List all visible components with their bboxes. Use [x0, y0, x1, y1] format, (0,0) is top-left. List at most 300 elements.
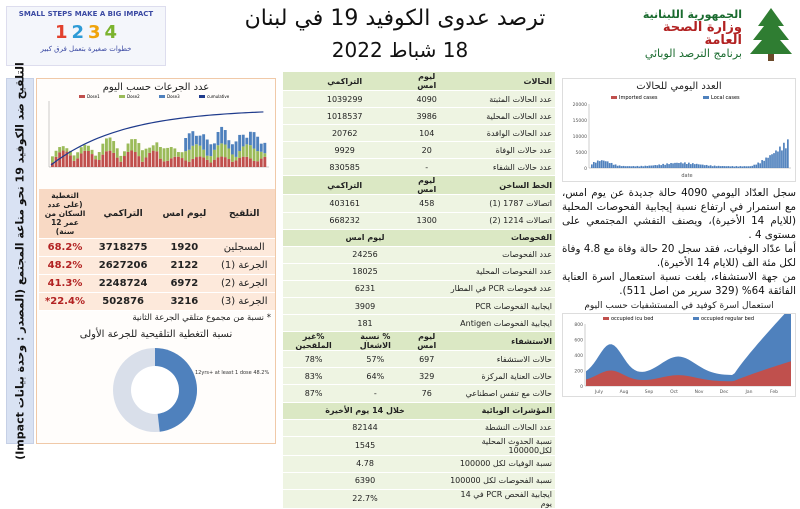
dose-bar: [213, 150, 216, 160]
vacc-cumulative: 2627206: [91, 257, 155, 275]
dose-bar: [62, 146, 65, 150]
dose-bar: [159, 159, 162, 167]
dose-bar: [209, 144, 212, 156]
daily-bar: [639, 167, 641, 168]
daily-bar: [698, 164, 700, 168]
dose-bar: [73, 161, 76, 167]
ministry-line: برنامج الترصد الوبائي: [644, 47, 742, 60]
dose-bar: [91, 154, 94, 167]
legend-swatch-imported: [611, 96, 617, 99]
table-row: [283, 368, 555, 385]
dose-bar: [181, 152, 184, 158]
vacc-cumulative: 502876: [91, 293, 155, 311]
beds-chart-box: [562, 313, 796, 397]
dose-bar: [177, 152, 180, 157]
pie-data-label: 12yrs+ at least 1 dose 48.2%: [195, 370, 270, 376]
col-header: ليوم امس: [406, 176, 447, 195]
table-row: [283, 489, 555, 508]
daily-bar: [787, 139, 789, 168]
cell-yesterday: 697: [406, 351, 447, 368]
dose-bar: [173, 157, 176, 167]
dose-bar: [94, 156, 97, 160]
dose-bar: [224, 157, 227, 167]
daily-bar: [605, 161, 607, 168]
daily-bar: [694, 164, 696, 168]
dose-bar: [141, 150, 144, 162]
campaign-logo: [6, 6, 166, 66]
y-tick-label: 400: [574, 354, 583, 359]
x-tick-label: Oct: [670, 390, 678, 395]
dose-bar: [245, 157, 248, 167]
x-tick-label: July: [594, 390, 604, 395]
dose-bar: [173, 148, 176, 156]
vacc-label: الجرعة (3): [213, 293, 275, 311]
table-row: [39, 239, 275, 257]
vaccination-panel: [36, 78, 276, 444]
dose-bar: [260, 144, 263, 152]
dose-bar: [202, 158, 205, 167]
y-tick-label: 0: [584, 167, 587, 172]
row-label: عدد الفحوصات: [447, 246, 555, 263]
dose-bar: [127, 152, 130, 167]
dose-bar: [231, 154, 234, 161]
campaign-numbers: [7, 22, 165, 43]
daily-bar: [781, 150, 783, 168]
legend-swatch-cumulative: [199, 95, 205, 98]
cell-cumulative: 668232: [283, 212, 406, 229]
dose-bar: [188, 150, 191, 162]
daily-bar: [724, 166, 726, 168]
daily-bar: [599, 161, 601, 168]
daily-bar: [678, 163, 680, 168]
summary-panel: [562, 78, 796, 397]
section-label: الفحوصات: [447, 229, 555, 246]
daily-bar: [688, 163, 690, 168]
dose-bar: [263, 143, 266, 153]
dose-bar: [195, 136, 198, 144]
table-row: [283, 159, 555, 176]
daily-bar: [706, 165, 708, 168]
row-label: نسبة الفحوصات لكل 100000: [447, 472, 555, 489]
dose-bar: [213, 160, 216, 167]
daily-bar: [680, 162, 682, 168]
cell-value: 6390: [283, 472, 447, 489]
row-label: عدد الحالات الوافدة: [447, 125, 555, 142]
row-label: عدد الحالات المحلية: [447, 108, 555, 125]
daily-bar: [696, 164, 698, 168]
dose-bar: [206, 140, 209, 156]
dose-bar: [152, 151, 155, 167]
dose-bar: [238, 151, 241, 158]
dose-bar: [242, 157, 245, 167]
section-label: المؤشرات الوبائية: [447, 402, 555, 419]
daily-bar: [702, 165, 704, 168]
cell-value: 24256: [283, 246, 447, 263]
daily-bar: [722, 166, 724, 168]
daily-bar: [747, 166, 749, 168]
table-row: [283, 91, 555, 108]
legend-label: Dose1: [87, 94, 100, 99]
dose-bar: [191, 131, 194, 146]
summary-paragraph-hospital: من جهة الاستشفاء، بلغت نسبة استعمال اسرة العناية الفائقة 64% (329 سرير من اصل 511).: [562, 271, 796, 297]
daily-bar: [767, 158, 769, 168]
dose-bar: [55, 151, 58, 157]
dose-bar: [227, 148, 230, 159]
section-label: الاستشفاء: [447, 332, 555, 351]
daily-bar: [749, 166, 751, 168]
legend-label: Dose2: [127, 94, 140, 99]
daily-bar: [629, 166, 631, 168]
legend-label: occupied regular bed: [701, 316, 755, 322]
daily-bar: [637, 166, 639, 168]
dose-bar: [170, 158, 173, 167]
dose-bar: [94, 159, 97, 167]
dose-bar: [76, 152, 79, 158]
table-row: [283, 298, 555, 315]
dose-bar: [220, 157, 223, 167]
cell-unvaccinated: 78%: [283, 351, 344, 368]
dose-bar: [155, 151, 158, 167]
dose-bar: [119, 162, 122, 167]
daily-bar: [726, 166, 728, 168]
daily-bar: [644, 166, 646, 168]
table-row: [283, 280, 555, 297]
daily-bar: [684, 162, 686, 168]
doses-chart: [39, 93, 275, 183]
col-header: ليوم امس: [283, 229, 447, 246]
cell-value: 6231: [283, 280, 447, 297]
daily-bar: [773, 153, 775, 168]
vacc-coverage: 22.4%*: [39, 293, 91, 311]
x-axis-label: date: [681, 173, 693, 179]
daily-bar: [648, 166, 650, 168]
x-tick-label: Jan: [745, 390, 753, 395]
cell-value: 82144: [283, 419, 447, 436]
vacc-header: التلقيح: [213, 189, 275, 239]
cell-yesterday: 1300: [406, 212, 447, 229]
daily-bar: [650, 166, 652, 168]
legend-label: Imported cases: [619, 95, 658, 101]
dose-bar: [242, 135, 245, 147]
daily-bar: [743, 166, 745, 168]
daily-bar: [712, 166, 714, 168]
dose-bar: [199, 157, 202, 167]
daily-bar: [704, 165, 706, 168]
table-row: [283, 315, 555, 332]
doses-chart-title: عدد الجرعات حسب اليوم: [102, 82, 210, 93]
cell-yesterday: 20: [406, 142, 447, 159]
daily-bar: [670, 163, 672, 168]
vacc-coverage: 48.2%: [39, 257, 91, 275]
legend-swatch-regular: [693, 317, 699, 320]
daily-bar: [718, 166, 720, 168]
cell-cumulative: 9929: [283, 142, 406, 159]
vacc-header: التغطية (على عدد السكان من عمر 12 سنة): [39, 189, 91, 239]
legend-swatch-icu: [603, 317, 609, 320]
cell-yesterday: -: [406, 159, 447, 176]
row-label: نسبة الوفيات لكل 100000: [447, 455, 555, 472]
table-row: [283, 125, 555, 142]
dose-bar: [69, 155, 72, 167]
dose-bar: [188, 162, 191, 167]
table-section-header: [283, 176, 555, 195]
dose-bar: [83, 145, 86, 151]
daily-bar: [741, 166, 743, 168]
dose-bar: [199, 146, 202, 157]
daily-bar: [732, 166, 734, 168]
col-header: خلال 14 يوم الأخيرة: [283, 402, 447, 419]
dose-bar: [141, 162, 144, 167]
legend-label: Local cases: [711, 95, 740, 101]
dose-bar: [227, 140, 230, 148]
daily-bar: [613, 165, 615, 168]
daily-bar: [720, 166, 722, 168]
dose-bar: [91, 150, 94, 154]
cell-occupancy: 57%: [344, 351, 406, 368]
dose-bar: [238, 158, 241, 167]
x-tick-label: Feb: [770, 390, 778, 395]
dose-bar: [224, 145, 227, 158]
daily-bar: [783, 143, 785, 168]
summary-paragraph-deaths: أما عدّاد الوفيات، فقد سجل 20 حالة وفاة مع 4.8 وفاة لكل مئة الف (للايام 14 الأخيرة).: [562, 243, 796, 269]
row-label: عدد الحالات النشطة: [447, 419, 555, 436]
cedar-logo-icon: [748, 6, 794, 62]
dose-bar: [119, 156, 122, 162]
campaign-subtitle: خطوات صغيرة بتعمل فرق كبير: [40, 45, 132, 53]
dose-bar: [263, 157, 266, 167]
daily-bar: [633, 166, 635, 168]
y-tick-label: 800: [574, 323, 583, 328]
table-row: [39, 257, 275, 275]
row-label: حالات الاستشفاء: [447, 351, 555, 368]
dose-bar: [249, 145, 252, 158]
cell-occupancy: -: [344, 385, 406, 402]
dose-bar: [166, 148, 169, 161]
daily-bar: [682, 163, 684, 168]
daily-bar: [664, 165, 666, 168]
dose-bar: [109, 137, 112, 150]
daily-bar: [631, 166, 633, 168]
dose-bar: [51, 156, 54, 162]
dose-bar: [253, 132, 256, 148]
dose-bar: [220, 127, 223, 143]
row-label: ايجابية الفحص PCR في 14 يوم: [447, 489, 555, 508]
vacc-yesterday: 3216: [155, 293, 213, 311]
x-tick-label: Dec: [719, 390, 729, 395]
dose-bar: [202, 150, 205, 158]
dose-bar: [245, 138, 248, 145]
table-section-header: [283, 229, 555, 246]
daily-bar: [658, 164, 660, 168]
daily-bar: [745, 166, 747, 168]
row-label: ايجابية الفحوصات Antigen: [447, 315, 555, 332]
row-label: عدد حالات الشفاء: [447, 159, 555, 176]
daily-cases-chart: [563, 92, 795, 180]
daily-bar: [708, 166, 710, 168]
section-label: الخط الساخن: [447, 176, 555, 195]
legend-label: occupied icu bed: [611, 316, 654, 322]
vacc-cumulative: 3718275: [91, 239, 155, 257]
x-tick-label: Nov: [694, 390, 704, 395]
daily-bar: [710, 165, 712, 168]
cell-value: 22.7%: [283, 489, 447, 508]
cell-unvaccinated: 83%: [283, 368, 344, 385]
dose-bar: [112, 153, 115, 167]
daily-bar: [761, 160, 763, 168]
cell-yesterday: 76: [406, 385, 447, 402]
daily-bar: [753, 165, 755, 168]
dose-bar: [238, 135, 241, 151]
dose-bar: [145, 149, 148, 158]
dose-bar: [87, 146, 90, 151]
daily-bar: [660, 165, 662, 168]
dose-bar: [166, 161, 169, 167]
daily-bar: [625, 166, 627, 168]
dose-bar: [159, 147, 162, 159]
daily-bar: [593, 162, 595, 168]
daily-bar: [763, 161, 765, 168]
row-label: ايجابية الفحوصات PCR: [447, 298, 555, 315]
col-header: ليوم امس: [406, 332, 447, 351]
dose-bar: [184, 161, 187, 167]
daily-bar: [777, 152, 779, 168]
daily-bar: [619, 165, 621, 168]
dose-bar: [256, 151, 259, 161]
dose-bar: [213, 143, 216, 149]
dose-bar: [127, 144, 130, 152]
cell-cumulative: 830585: [283, 159, 406, 176]
row-label: عدد فحوصات PCR في المطار: [447, 280, 555, 297]
cell-yesterday: 4090: [406, 91, 447, 108]
dose-bar: [191, 159, 194, 167]
daily-bar: [692, 163, 694, 168]
vaccination-side-banner: [6, 62, 34, 460]
dose-bar: [209, 163, 212, 167]
row-label: اتصالات 1787 (1): [447, 195, 555, 212]
coverage-chart-title: نسبة التغطية التلقيحية للجرعة الأولى: [79, 329, 233, 340]
daily-bar: [674, 163, 676, 168]
dose-bar: [263, 153, 266, 157]
statistics-table-panel: [283, 72, 555, 508]
dose-bar: [152, 145, 155, 150]
table-row: [283, 246, 555, 263]
daily-bar: [662, 164, 664, 168]
vacc-header: ليوم امس: [155, 189, 213, 239]
dose-bar: [256, 137, 259, 151]
cell-yesterday: 329: [406, 368, 447, 385]
campaign-number: 4: [104, 22, 118, 43]
table-section-header: [283, 402, 555, 419]
dose-bar: [62, 151, 65, 167]
cell-unvaccinated: 87%: [283, 385, 344, 402]
table-row: [283, 455, 555, 472]
col-header: %غير الملقحين: [283, 332, 344, 351]
table-row: [283, 472, 555, 489]
dose-bar: [181, 158, 184, 167]
daily-bar: [666, 163, 668, 168]
vacc-yesterday: 2122: [155, 257, 213, 275]
daily-bar: [676, 163, 678, 168]
dose-bar: [227, 159, 230, 167]
section-label: الحالات: [447, 72, 555, 91]
daily-bar: [668, 164, 670, 168]
dose-bar: [199, 136, 202, 146]
dose-bar: [130, 151, 133, 167]
dose-bar: [98, 160, 101, 167]
dose-bar: [206, 160, 209, 167]
dose-bar: [101, 155, 104, 167]
daily-bar: [765, 158, 767, 168]
daily-bar: [642, 166, 644, 168]
vacc-label: الجرعة (2): [213, 275, 275, 293]
dose-bar: [231, 162, 234, 167]
table-row: [283, 263, 555, 280]
dose-bar: [235, 157, 238, 161]
daily-bar: [700, 165, 702, 168]
col-header: ليوم امس: [406, 72, 447, 91]
daily-bar: [595, 163, 597, 168]
y-tick-label: 20000: [572, 103, 587, 108]
dose-bar: [235, 141, 238, 157]
dose-bar: [109, 151, 112, 167]
dose-bar: [112, 141, 115, 153]
dose-bar: [253, 161, 256, 167]
y-tick-label: 600: [574, 338, 583, 344]
daily-bar: [755, 165, 757, 168]
page-title: ترصد عدوى الكوفيد 19 في لبنان: [244, 6, 546, 31]
col-header: التراكمي: [283, 176, 406, 195]
table-row: [39, 275, 275, 293]
dose-bar: [163, 148, 166, 161]
page-date: 18 شباط 2022: [331, 38, 469, 62]
row-label: نسبة الحدوث المحلية لكل100000: [447, 436, 555, 455]
dose-bar: [116, 148, 119, 157]
table-row: [283, 419, 555, 436]
daily-bar: [775, 150, 777, 168]
dose-bar: [80, 153, 83, 167]
dose-bar: [163, 161, 166, 167]
daily-bar: [728, 166, 730, 168]
vaccination-banner-text: التلقيح ضد الكوفيد 19 نحو مناعة المجتمع (المصدر : وحدة بيانات Impact): [13, 62, 27, 460]
dose-bar: [202, 134, 205, 149]
cell-cumulative: 403161: [283, 195, 406, 212]
dose-bar: [134, 152, 137, 167]
dose-bar: [123, 156, 126, 167]
dose-bar: [256, 161, 259, 167]
x-tick-label: Aug: [619, 390, 629, 395]
table-row: [283, 351, 555, 368]
daily-bar: [615, 164, 617, 168]
vacc-label: الجرعة (1): [213, 257, 275, 275]
daily-cases-chart-box: [562, 78, 796, 182]
dose-bar: [137, 143, 140, 156]
dose-bar: [83, 151, 86, 167]
vaccination-table: [39, 189, 275, 311]
dose-bar: [260, 152, 263, 159]
dose-bar: [220, 143, 223, 156]
daily-bar: [621, 166, 623, 168]
beds-chart-title: استعمال اسرة كوفيد في المستشفيات حسب اليوم: [584, 301, 774, 311]
daily-bar: [757, 163, 759, 168]
campaign-number: 3: [88, 22, 101, 43]
daily-bar: [686, 164, 688, 168]
row-label: حالات العناية المركزة: [447, 368, 555, 385]
cell-yesterday: 3986: [406, 108, 447, 125]
dose-bar: [184, 138, 187, 151]
dose-bar: [101, 144, 104, 155]
dose-bar: [231, 144, 234, 154]
daily-bar: [617, 166, 619, 168]
